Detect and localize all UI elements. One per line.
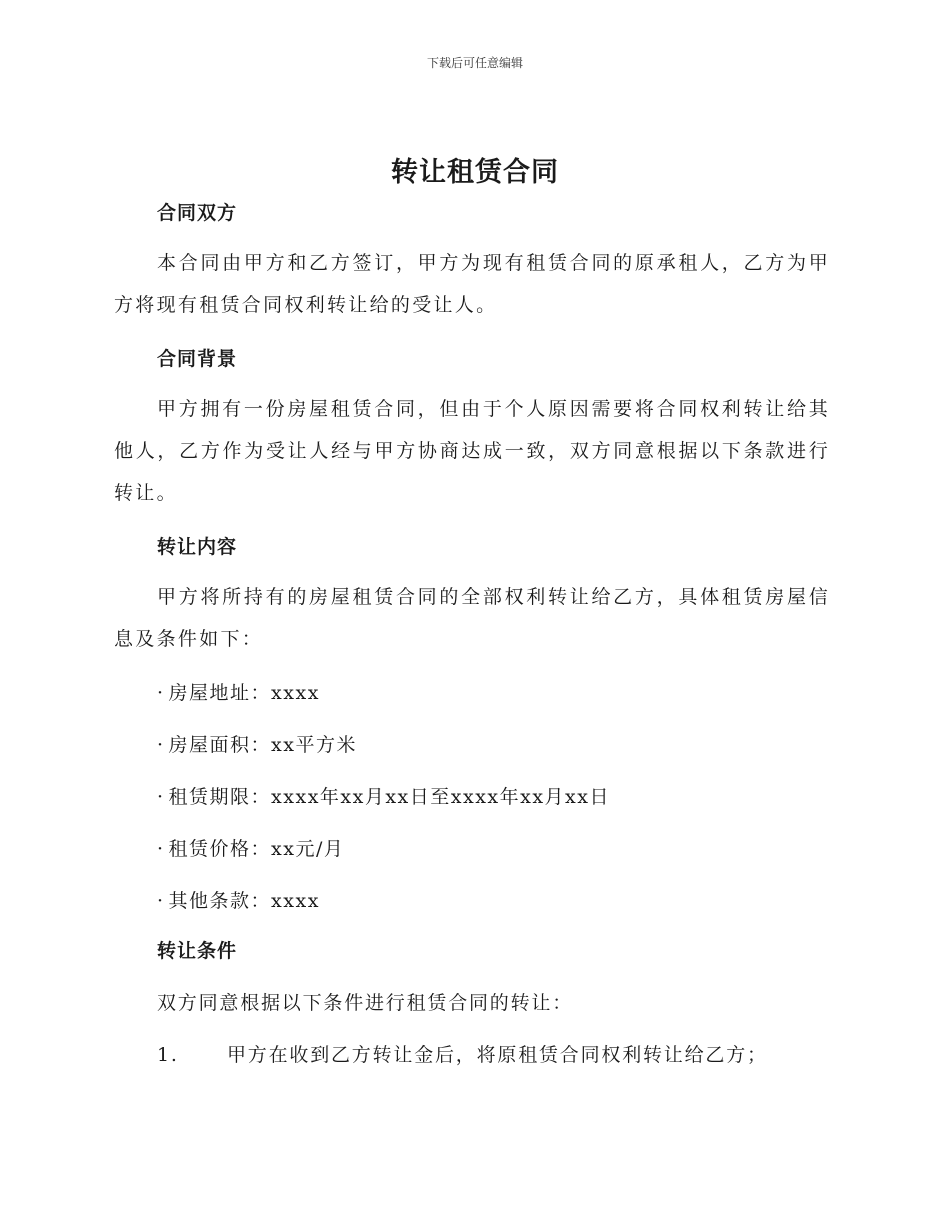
section-heading-parties: 合同双方 xyxy=(157,202,238,224)
list-item xyxy=(157,782,610,809)
paragraph-content: 甲方将所持有的房屋租赁合同的全部权利转让给乙方，具体租赁房屋信息及条件如下： xyxy=(114,586,830,650)
list-item-text: 租赁期限：xxxx年xx月xx日至xxxx年xx月xx日 xyxy=(168,786,610,808)
bullet-icon: · xyxy=(157,682,165,704)
list-item-text: 其他条款：xxxx xyxy=(168,890,320,912)
bullet-icon: · xyxy=(157,786,165,808)
list-item xyxy=(157,886,320,913)
paragraph-conditions-intro: 双方同意根据以下条件进行租赁合同的转让： xyxy=(157,992,574,1014)
numbered-item-text: 甲方在收到乙方转让金后，将原租赁合同权利转让给乙方； xyxy=(227,1044,768,1066)
bullet-icon: · xyxy=(157,890,165,912)
list-item xyxy=(157,730,357,757)
document-title: 转让租赁合同 xyxy=(391,157,559,188)
section-heading-content: 转让内容 xyxy=(157,536,238,558)
bullet-icon: · xyxy=(157,734,165,756)
list-item-text: 租赁价格：xx元/月 xyxy=(168,838,345,860)
bullet-icon: · xyxy=(157,838,165,860)
list-item xyxy=(157,678,320,705)
section-heading-conditions: 转让条件 xyxy=(157,940,238,962)
section-heading-background: 合同背景 xyxy=(157,348,238,370)
numbered-item xyxy=(157,1040,768,1067)
header-note: 下载后可任意编辑 xyxy=(426,56,523,70)
list-item-text: 房屋地址：xxxx xyxy=(168,682,320,704)
paragraph-background: 甲方拥有一份房屋租赁合同，但由于个人原因需要将合同权利转让给其他人，乙方作为受让人经与甲方协商达成一致，双方同意根据以下条款进行转让。 xyxy=(114,398,830,504)
numbered-item-number: 1. xyxy=(157,1044,179,1066)
paragraph-parties: 本合同由甲方和乙方签订，甲方为现有租赁合同的原承租人，乙方为甲方将现有租赁合同权利转让给的受让人。 xyxy=(114,252,830,316)
list-item-text: 房屋面积：xx平方米 xyxy=(168,734,357,756)
list-item xyxy=(157,834,344,861)
